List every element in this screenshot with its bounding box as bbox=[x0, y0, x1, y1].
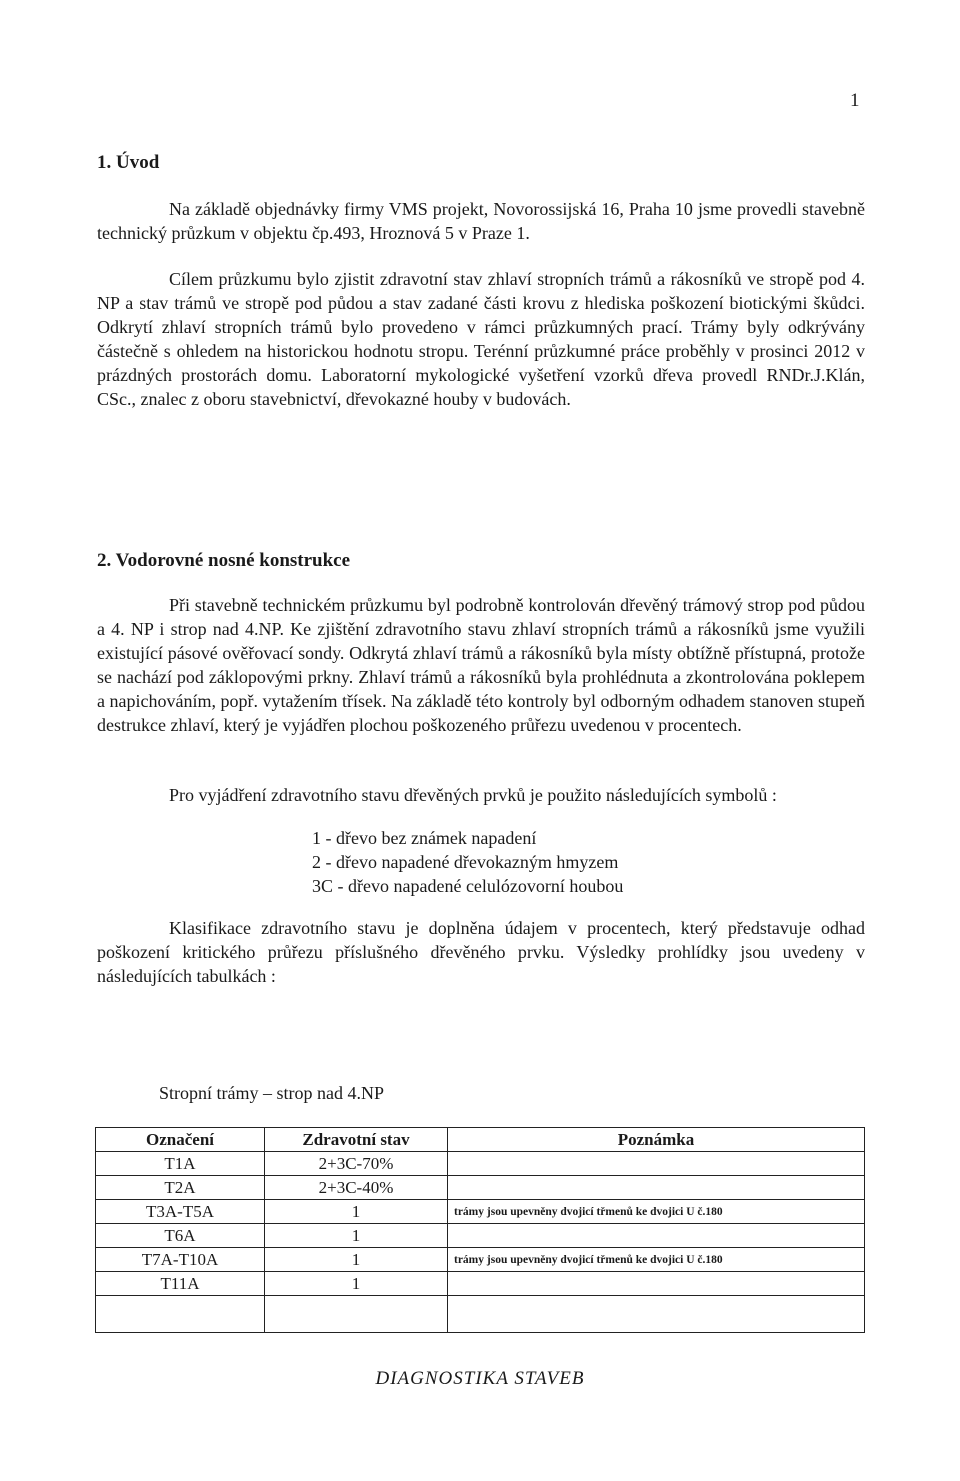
cell-health-state: 1 bbox=[265, 1272, 448, 1296]
cell-note bbox=[448, 1152, 865, 1176]
empty-cell bbox=[448, 1296, 865, 1333]
cell-designation: T6A bbox=[96, 1224, 265, 1248]
cell-health-state: 1 bbox=[265, 1224, 448, 1248]
cell-health-state: 1 bbox=[265, 1248, 448, 1272]
cell-note bbox=[448, 1272, 865, 1296]
symbol-legend bbox=[312, 826, 623, 898]
section-2-paragraph-1: Při stavebně technickém průzkumu byl podrobně kontrolován dřevěný trámový strop pod půdou a 4. NP i strop nad 4.NP. Ke zjištění zdravotního stavu zhlaví stropních trámů a rákosníků jsme využili existující pásové ověřovací sondy. Odkrytá zhlaví trámů a rákosníků byla místy obtížně přístupná, protože se nachází pod záklopovými prkny. Zhlaví trámů a rákosníků byla prohlédnuta a zkontrolována poklepem a napichováním, popř. vytažením třísek. Na základě této kontroly byl odborným odhadem stanoven stupeň destrukce zhlaví, který je vyjádřen plochou poškozeného průřezu uvedenou v procentech. bbox=[97, 595, 865, 735]
results-table bbox=[95, 1127, 865, 1333]
table-row bbox=[96, 1152, 865, 1176]
section-2-paragraph-2: Pro vyjádření zdravotního stavu dřevěných prvků je použito následujících symbolů : bbox=[169, 785, 777, 805]
symbol-item: 1 - dřevo bez známek napadení bbox=[312, 828, 537, 848]
empty-cell bbox=[265, 1296, 448, 1333]
cell-designation: T1A bbox=[96, 1152, 265, 1176]
page-number: 1 bbox=[850, 90, 860, 111]
table-row bbox=[96, 1224, 865, 1248]
cell-note: trámy jsou upevněny dvojicí třmenů ke dvojici U č.180 bbox=[448, 1200, 865, 1224]
symbol-item: 3C - dřevo napadené celulózovorní houbou bbox=[312, 876, 624, 896]
table-empty-row bbox=[96, 1296, 865, 1333]
table-header-row bbox=[96, 1128, 865, 1152]
section-2-paragraph-3: Klasifikace zdravotního stavu je doplněna údajem v procentech, který představuje odhad poškození kritického průřezu příslušného dřevěného prvku. Výsledky prohlídky jsou uvedeny v následujících tabulkách : bbox=[97, 918, 865, 986]
footer-company: DIAGNOSTIKA STAVEB bbox=[375, 1368, 585, 1389]
section-1-heading: 1. Úvod bbox=[97, 152, 160, 173]
cell-designation: T2A bbox=[96, 1176, 265, 1200]
header-designation: Označení bbox=[96, 1128, 265, 1152]
cell-designation: T3A-T5A bbox=[96, 1200, 265, 1224]
table-row bbox=[96, 1200, 865, 1224]
cell-note bbox=[448, 1176, 865, 1200]
empty-cell bbox=[96, 1296, 265, 1333]
table-row bbox=[96, 1176, 865, 1200]
table-row bbox=[96, 1272, 865, 1296]
cell-health-state: 1 bbox=[265, 1200, 448, 1224]
cell-health-state: 2+3C-40% bbox=[265, 1176, 448, 1200]
cell-designation: T11A bbox=[96, 1272, 265, 1296]
table-row bbox=[96, 1248, 865, 1272]
header-note: Poznámka bbox=[448, 1128, 865, 1152]
cell-note: trámy jsou upevněny dvojicí třmenů ke dvojici U č.180 bbox=[448, 1248, 865, 1272]
section-2-heading: 2. Vodorovné nosné konstrukce bbox=[97, 550, 351, 571]
cell-designation: T7A-T10A bbox=[96, 1248, 265, 1272]
cell-note bbox=[448, 1224, 865, 1248]
cell-health-state: 2+3C-70% bbox=[265, 1152, 448, 1176]
symbol-item: 2 - dřevo napadené dřevokazným hmyzem bbox=[312, 852, 619, 872]
intro-paragraph-2: Cílem průzkumu bylo zjistit zdravotní stav zhlaví stropních trámů a rákosníků ve stropě pod 4. NP a stav trámů ve stropě pod půdou a stav zadané části krovu z hlediska poškození biotickými škůdci. Odkrytí zhlaví stropních trámů bylo provedeno v rámci průzkumných prací. Trámy byly odkrývány částečně s ohledem na historickou hodnotu stropu. Terénní průzkumné práce proběhly v prosinci 2012 v prázdných prostorách domu. Laboratorní mykologické vyšetření vzorků dřeva provedl RNDr.J.Klán, CSc., znalec z oboru stavebnictví, dřevokazné houby v budovách. bbox=[97, 269, 865, 409]
intro-paragraph-1: Na základě objednávky firmy VMS projekt, Novorossijská 16, Praha 10 jsme provedli stavebně technický průzkum v objektu čp.493, Hroznová 5 v Praze 1. bbox=[97, 199, 865, 243]
table-caption: Stropní trámy – strop nad 4.NP bbox=[159, 1083, 384, 1103]
header-health-state: Zdravotní stav bbox=[265, 1128, 448, 1152]
